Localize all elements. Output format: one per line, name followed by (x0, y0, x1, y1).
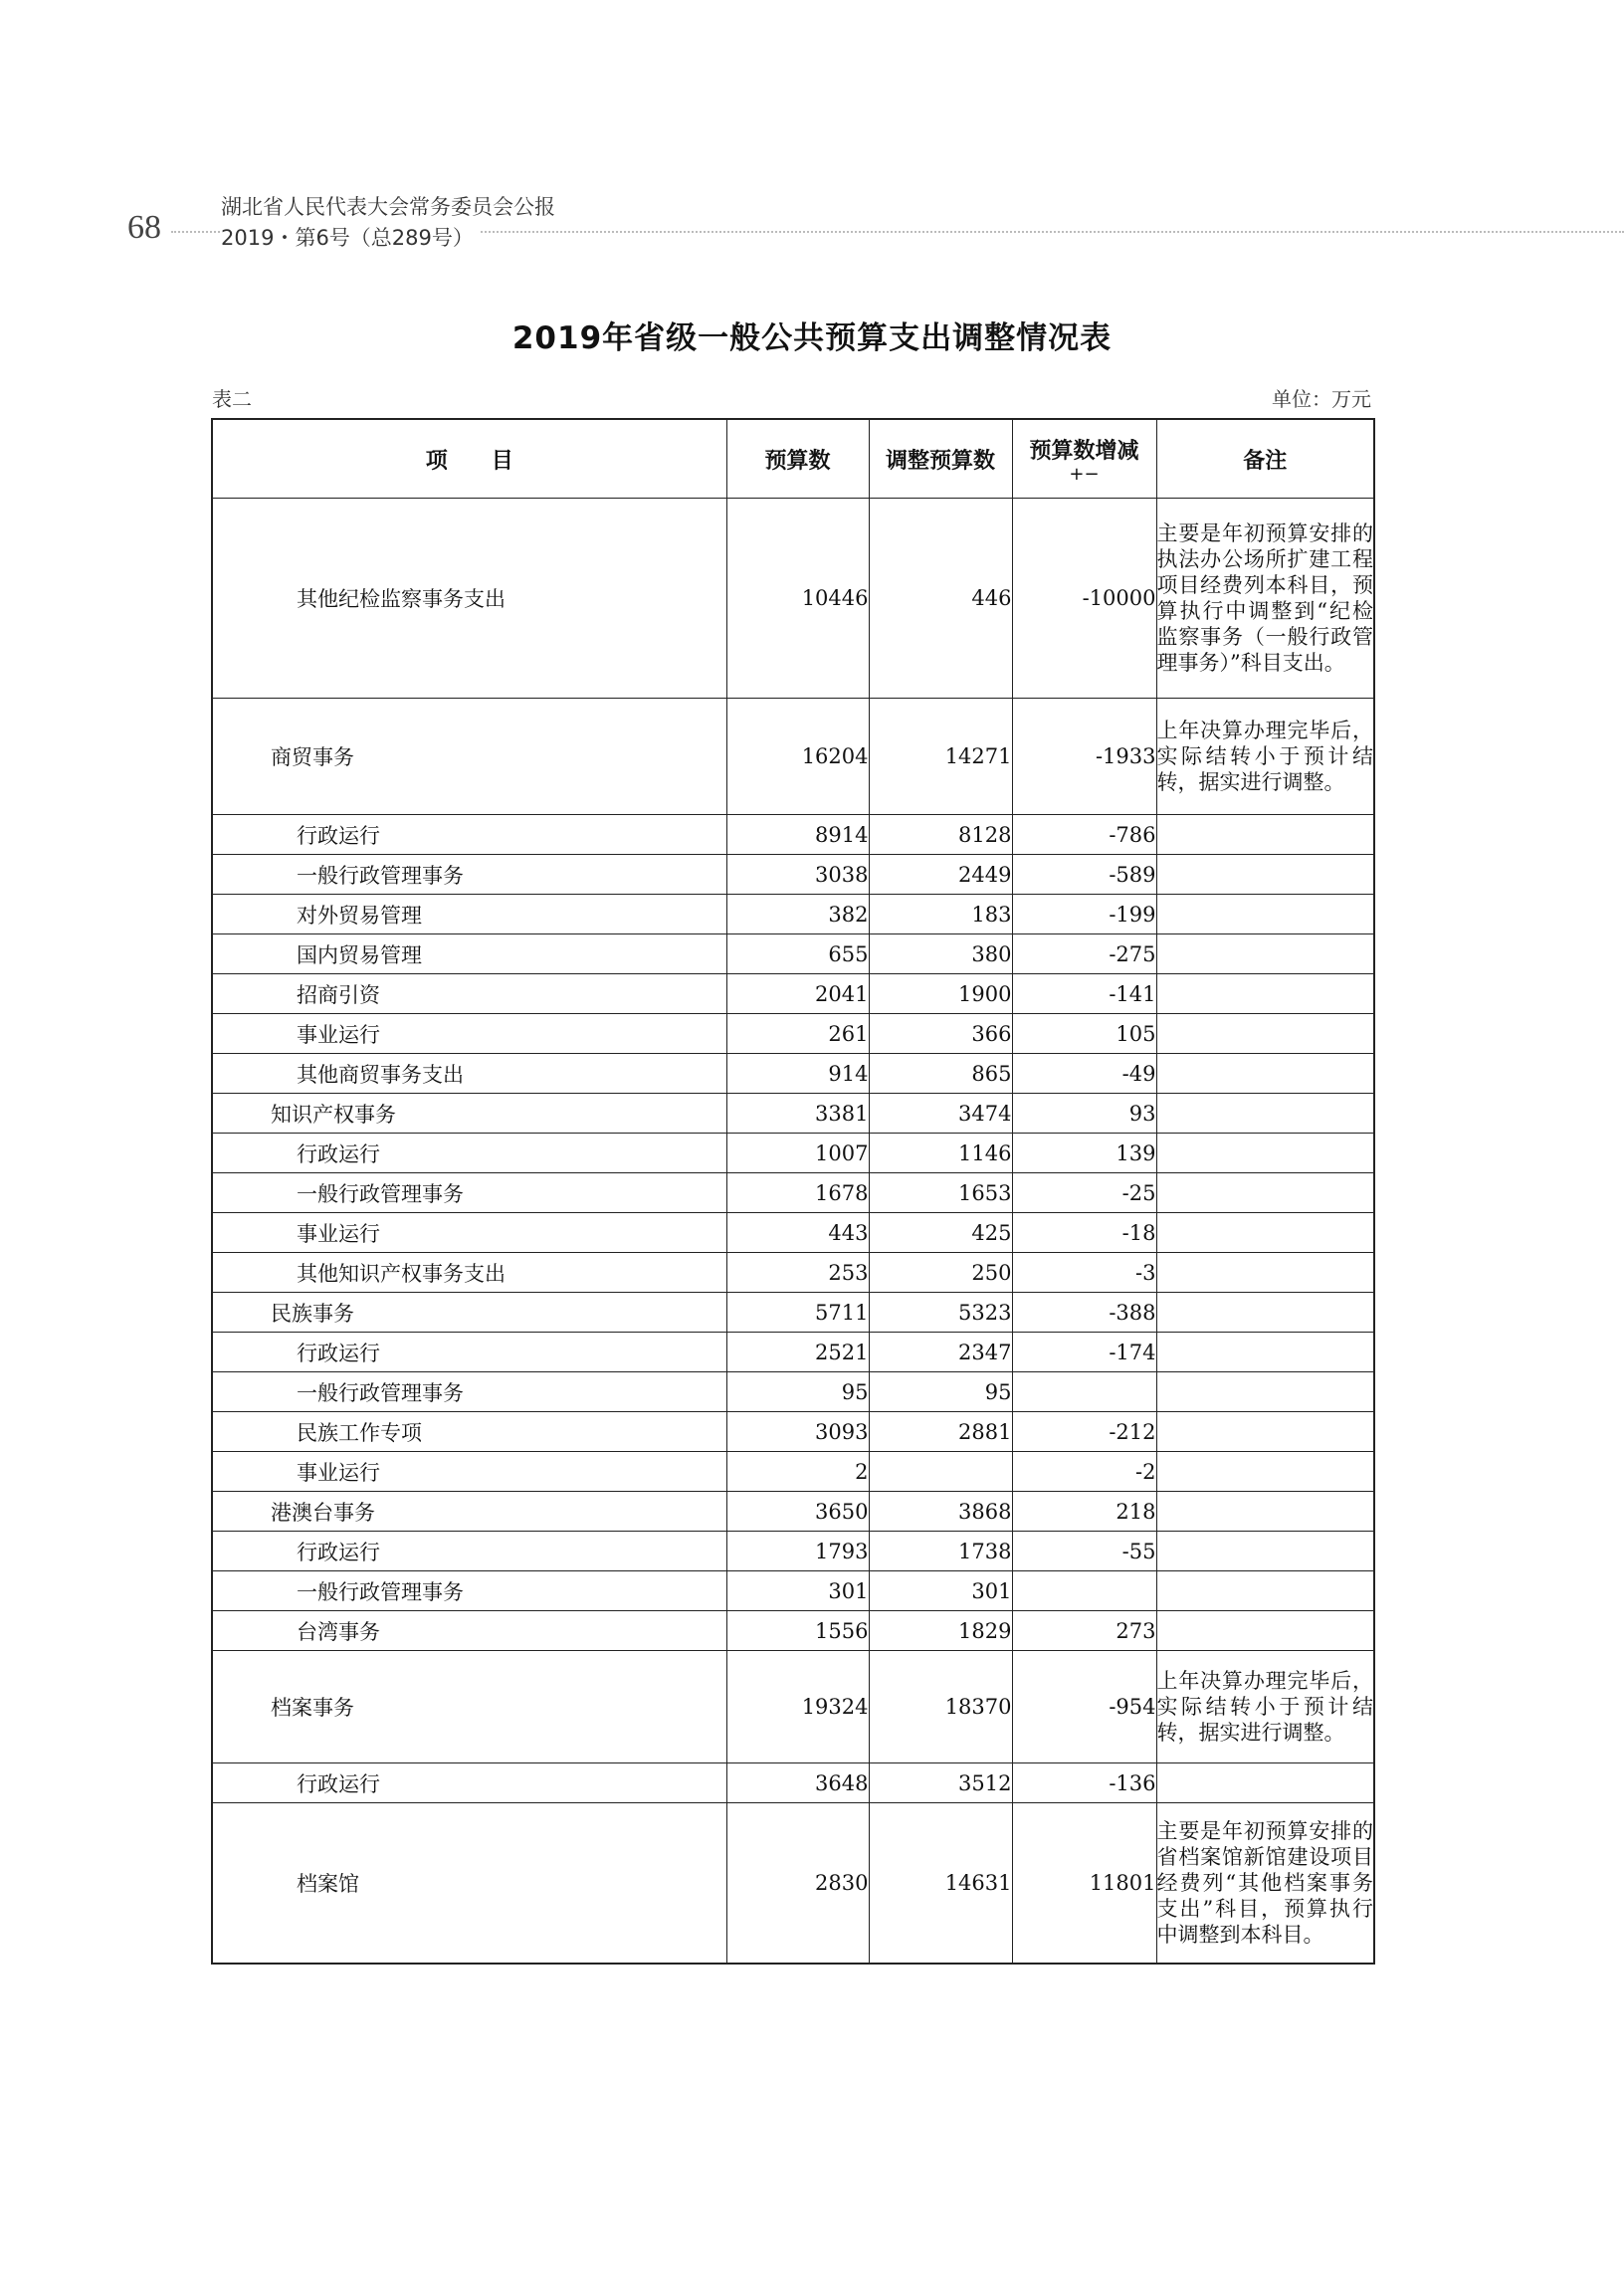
row-budget-cell: 3648 (726, 1763, 869, 1803)
column-header-change-sign: +− (1069, 463, 1100, 485)
row-item-cell: 民族事务 (212, 1293, 726, 1333)
row-change-cell: 93 (1012, 1094, 1156, 1134)
row-adjusted-cell: 3474 (869, 1094, 1012, 1134)
row-budget-cell: 2041 (726, 974, 869, 1014)
row-budget-cell: 3650 (726, 1492, 869, 1532)
row-budget-cell: 16204 (726, 699, 869, 815)
row-adjusted-cell: 2347 (869, 1333, 1012, 1372)
row-note-cell (1156, 1492, 1374, 1532)
row-note-cell (1156, 1333, 1374, 1372)
row-budget-cell: 3093 (726, 1412, 869, 1452)
row-item-cell: 其他商贸事务支出 (212, 1054, 726, 1094)
row-change-cell: -1933 (1012, 699, 1156, 815)
row-adjusted-cell: 18370 (869, 1651, 1012, 1763)
row-adjusted-cell: 865 (869, 1054, 1012, 1094)
table-row (212, 1054, 1374, 1094)
row-adjusted-cell: 1146 (869, 1134, 1012, 1173)
row-item-cell: 知识产权事务 (212, 1094, 726, 1134)
row-budget-cell: 2 (726, 1452, 869, 1492)
row-note-cell (1156, 934, 1374, 974)
row-adjusted-cell: 1900 (869, 974, 1012, 1014)
row-note-cell: 主要是年初预算安排的执法办公场所扩建工程项目经费列本科目，预算执行中调整到“纪检监察事务（一般行政管理事务）”科目支出。 (1156, 499, 1374, 699)
row-budget-cell: 1793 (726, 1532, 869, 1571)
row-budget-cell: 8914 (726, 815, 869, 855)
row-change-cell: -55 (1012, 1532, 1156, 1571)
row-budget-cell: 655 (726, 934, 869, 974)
table-row (212, 1803, 1374, 1965)
column-header-change (1012, 419, 1156, 499)
row-budget-cell: 261 (726, 1014, 869, 1054)
row-budget-cell: 2830 (726, 1803, 869, 1965)
table-row (212, 1763, 1374, 1803)
row-change-cell: -786 (1012, 815, 1156, 855)
row-adjusted-cell: 5323 (869, 1293, 1012, 1333)
row-adjusted-cell: 250 (869, 1253, 1012, 1293)
row-note-cell (1156, 1532, 1374, 1571)
row-adjusted-cell: 425 (869, 1213, 1012, 1253)
row-note-cell (1156, 1293, 1374, 1333)
table-row (212, 1611, 1374, 1651)
row-budget-cell: 1007 (726, 1134, 869, 1173)
table-row (212, 855, 1374, 895)
row-adjusted-cell: 14271 (869, 699, 1012, 815)
unit-label: 单位：万元 (1272, 387, 1371, 411)
row-note-cell: 上年决算办理完毕后，实际结转小于预计结转，据实进行调整。 (1156, 1651, 1374, 1763)
row-note-cell (1156, 1134, 1374, 1173)
row-change-cell: -212 (1012, 1412, 1156, 1452)
row-note-cell (1156, 1763, 1374, 1803)
table-row (212, 1333, 1374, 1372)
row-note-cell (1156, 1054, 1374, 1094)
row-item-cell: 行政运行 (212, 1532, 726, 1571)
table-label: 表二 (212, 387, 252, 411)
row-budget-cell: 2521 (726, 1333, 869, 1372)
row-change-cell: -275 (1012, 934, 1156, 974)
table-row (212, 1213, 1374, 1253)
table-row (212, 1372, 1374, 1412)
table-row (212, 1492, 1374, 1532)
table-row (212, 1253, 1374, 1293)
row-item-cell: 商贸事务 (212, 699, 726, 815)
column-header-adjusted: 调整预算数 (869, 419, 1012, 499)
row-change-cell: -136 (1012, 1763, 1156, 1803)
row-item-cell: 事业运行 (212, 1452, 726, 1492)
table-row (212, 1412, 1374, 1452)
table-body (212, 499, 1374, 1965)
row-change-cell: 273 (1012, 1611, 1156, 1651)
row-adjusted-cell (869, 1452, 1012, 1492)
table-row (212, 1173, 1374, 1213)
row-adjusted-cell: 183 (869, 895, 1012, 934)
row-adjusted-cell: 366 (869, 1014, 1012, 1054)
row-change-cell: -18 (1012, 1213, 1156, 1253)
row-change-cell: -141 (1012, 974, 1156, 1014)
page-number: 68 (127, 209, 161, 246)
row-note-cell (1156, 1452, 1374, 1492)
row-item-cell: 档案事务 (212, 1651, 726, 1763)
row-item-cell: 事业运行 (212, 1213, 726, 1253)
table-row (212, 815, 1374, 855)
table-row (212, 499, 1374, 699)
table-row (212, 1134, 1374, 1173)
row-change-cell: 139 (1012, 1134, 1156, 1173)
row-item-cell: 招商引资 (212, 974, 726, 1014)
row-adjusted-cell: 2881 (869, 1412, 1012, 1452)
row-item-cell: 行政运行 (212, 1763, 726, 1803)
row-change-cell: 218 (1012, 1492, 1156, 1532)
row-note-cell (1156, 1094, 1374, 1134)
table-row (212, 974, 1374, 1014)
row-item-cell: 民族工作专项 (212, 1412, 726, 1452)
row-change-cell: -3 (1012, 1253, 1156, 1293)
row-budget-cell: 253 (726, 1253, 869, 1293)
row-note-cell (1156, 1372, 1374, 1412)
row-budget-cell: 914 (726, 1054, 869, 1094)
row-change-cell: -199 (1012, 895, 1156, 934)
column-header-change-label: 预算数增减 (1029, 438, 1139, 464)
row-budget-cell: 3038 (726, 855, 869, 895)
row-budget-cell: 1556 (726, 1611, 869, 1651)
row-item-cell: 国内贸易管理 (212, 934, 726, 974)
row-adjusted-cell: 14631 (869, 1803, 1012, 1965)
row-item-cell: 档案馆 (212, 1803, 726, 1965)
row-item-cell: 一般行政管理事务 (212, 1372, 726, 1412)
row-budget-cell: 443 (726, 1213, 869, 1253)
row-adjusted-cell: 3868 (869, 1492, 1012, 1532)
row-note-cell (1156, 895, 1374, 934)
row-adjusted-cell: 2449 (869, 855, 1012, 895)
table-row (212, 699, 1374, 815)
row-change-cell: -2 (1012, 1452, 1156, 1492)
row-note-cell (1156, 1611, 1374, 1651)
column-header-item: 项 目 (212, 419, 726, 499)
row-item-cell: 行政运行 (212, 1333, 726, 1372)
table-row (212, 1571, 1374, 1611)
table-row (212, 1293, 1374, 1333)
row-note-cell (1156, 1014, 1374, 1054)
table-row (212, 1094, 1374, 1134)
table-row (212, 895, 1374, 934)
table-row (212, 1532, 1374, 1571)
row-adjusted-cell: 380 (869, 934, 1012, 974)
row-adjusted-cell: 1653 (869, 1173, 1012, 1213)
row-note-cell (1156, 815, 1374, 855)
row-budget-cell: 5711 (726, 1293, 869, 1333)
row-note-cell (1156, 1412, 1374, 1452)
row-adjusted-cell: 95 (869, 1372, 1012, 1412)
row-change-cell: -25 (1012, 1173, 1156, 1213)
row-item-cell: 事业运行 (212, 1014, 726, 1054)
issue-line: 2019・第6号（总289号） (221, 222, 480, 252)
row-change-cell: 105 (1012, 1014, 1156, 1054)
row-item-cell: 对外贸易管理 (212, 895, 726, 934)
row-note-cell (1156, 1571, 1374, 1611)
row-change-cell: 11801 (1012, 1803, 1156, 1965)
row-adjusted-cell: 8128 (869, 815, 1012, 855)
row-budget-cell: 10446 (726, 499, 869, 699)
row-budget-cell: 3381 (726, 1094, 869, 1134)
row-budget-cell: 95 (726, 1372, 869, 1412)
row-note-cell: 上年决算办理完毕后，实际结转小于预计结转，据实进行调整。 (1156, 699, 1374, 815)
row-budget-cell: 19324 (726, 1651, 869, 1763)
row-change-cell: -49 (1012, 1054, 1156, 1094)
row-adjusted-cell: 1829 (869, 1611, 1012, 1651)
row-note-cell (1156, 855, 1374, 895)
row-item-cell: 港澳台事务 (212, 1492, 726, 1532)
row-item-cell: 一般行政管理事务 (212, 855, 726, 895)
budget-table (211, 418, 1375, 1965)
table-header-row (212, 419, 1374, 499)
table-row (212, 934, 1374, 974)
table-row (212, 1452, 1374, 1492)
row-item-cell: 一般行政管理事务 (212, 1173, 726, 1213)
row-note-cell (1156, 1213, 1374, 1253)
journal-name: 湖北省人民代表大会常务委员会公报 (221, 195, 555, 219)
row-item-cell: 一般行政管理事务 (212, 1571, 726, 1611)
row-adjusted-cell: 3512 (869, 1763, 1012, 1803)
column-header-note: 备注 (1156, 419, 1374, 499)
row-change-cell: -174 (1012, 1333, 1156, 1372)
row-change-cell: -388 (1012, 1293, 1156, 1333)
row-change-cell: -10000 (1012, 499, 1156, 699)
row-note-cell: 主要是年初预算安排的省档案馆新馆建设项目经费列“其他档案事务支出”科目，预算执行中调整到本科目。 (1156, 1803, 1374, 1965)
row-adjusted-cell: 1738 (869, 1532, 1012, 1571)
row-change-cell (1012, 1372, 1156, 1412)
table-row (212, 1014, 1374, 1054)
row-item-cell: 行政运行 (212, 815, 726, 855)
row-adjusted-cell: 301 (869, 1571, 1012, 1611)
column-header-budget: 预算数 (726, 419, 869, 499)
row-item-cell: 其他知识产权事务支出 (212, 1253, 726, 1293)
row-change-cell (1012, 1571, 1156, 1611)
row-adjusted-cell: 446 (869, 499, 1012, 699)
row-budget-cell: 382 (726, 895, 869, 934)
row-item-cell: 台湾事务 (212, 1611, 726, 1651)
table-row (212, 1651, 1374, 1763)
row-item-cell: 行政运行 (212, 1134, 726, 1173)
row-note-cell (1156, 974, 1374, 1014)
row-note-cell (1156, 1253, 1374, 1293)
row-note-cell (1156, 1173, 1374, 1213)
document-title: 2019年省级一般公共预算支出调整情况表 (511, 320, 1113, 356)
row-item-cell: 其他纪检监察事务支出 (212, 499, 726, 699)
row-budget-cell: 1678 (726, 1173, 869, 1213)
row-change-cell: -954 (1012, 1651, 1156, 1763)
row-change-cell: -589 (1012, 855, 1156, 895)
row-budget-cell: 301 (726, 1571, 869, 1611)
